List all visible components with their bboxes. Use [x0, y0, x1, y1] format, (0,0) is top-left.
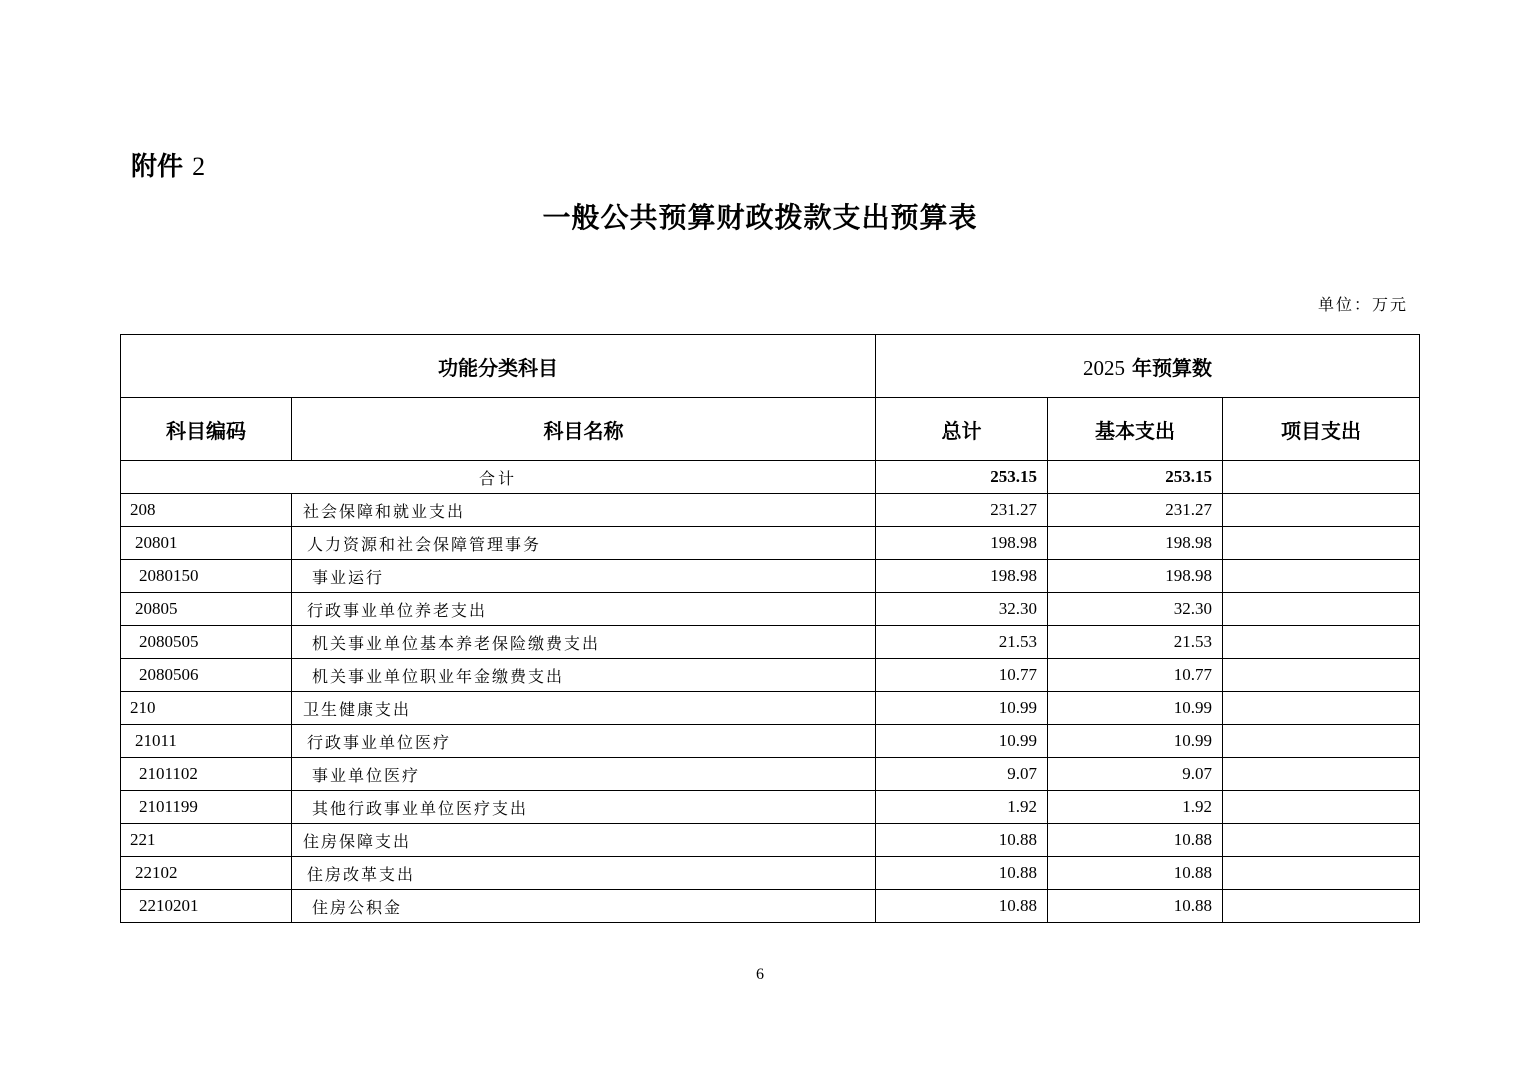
table-row	[121, 824, 1420, 857]
header-row-group	[121, 335, 1420, 398]
attachment-prefix: 附件	[131, 152, 184, 182]
table-row	[121, 692, 1420, 725]
row-total: 198.98	[876, 560, 1048, 593]
row-code: 2080506	[121, 659, 292, 692]
row-name: 住房改革支出	[292, 857, 876, 890]
row-basic: 21.53	[1048, 626, 1223, 659]
row-basic: 198.98	[1048, 527, 1223, 560]
row-project	[1223, 758, 1420, 791]
header-project: 项目支出	[1223, 398, 1420, 461]
row-name: 社会保障和就业支出	[292, 494, 876, 527]
total-project	[1223, 461, 1420, 494]
header-year: 2025	[1083, 355, 1126, 380]
row-name: 事业运行	[292, 560, 876, 593]
header-row-columns	[121, 398, 1420, 461]
row-name: 事业单位医疗	[292, 758, 876, 791]
row-name: 行政事业单位养老支出	[292, 593, 876, 626]
row-project	[1223, 560, 1420, 593]
table-row	[121, 890, 1420, 923]
row-code: 221	[121, 824, 292, 857]
row-total: 10.88	[876, 890, 1048, 923]
attachment-number: 2	[192, 152, 206, 181]
row-project	[1223, 824, 1420, 857]
table-row	[121, 494, 1420, 527]
table-row	[121, 560, 1420, 593]
row-total: 32.30	[876, 593, 1048, 626]
row-code: 21011	[121, 725, 292, 758]
row-code: 2101102	[121, 758, 292, 791]
row-total: 10.77	[876, 659, 1048, 692]
row-basic: 10.88	[1048, 857, 1223, 890]
row-total: 1.92	[876, 791, 1048, 824]
table-row	[121, 659, 1420, 692]
row-total: 10.88	[876, 824, 1048, 857]
row-basic: 10.77	[1048, 659, 1223, 692]
row-name: 机关事业单位职业年金缴费支出	[292, 659, 876, 692]
total-label: 合计	[121, 461, 876, 494]
row-name: 卫生健康支出	[292, 692, 876, 725]
total-total: 253.15	[876, 461, 1048, 494]
row-name: 其他行政事业单位医疗支出	[292, 791, 876, 824]
row-project	[1223, 494, 1420, 527]
row-project	[1223, 725, 1420, 758]
row-code: 210	[121, 692, 292, 725]
table-row	[121, 857, 1420, 890]
row-total: 10.88	[876, 857, 1048, 890]
table-row	[121, 758, 1420, 791]
row-basic: 10.88	[1048, 824, 1223, 857]
row-name: 机关事业单位基本养老保险缴费支出	[292, 626, 876, 659]
row-code: 20805	[121, 593, 292, 626]
row-code: 208	[121, 494, 292, 527]
total-row	[121, 461, 1420, 494]
header-year-label: 年预算数	[1132, 355, 1212, 380]
row-name: 住房公积金	[292, 890, 876, 923]
row-total: 21.53	[876, 626, 1048, 659]
row-project	[1223, 659, 1420, 692]
table-row	[121, 527, 1420, 560]
table-row	[121, 626, 1420, 659]
unit-label: 单位：万元	[1317, 295, 1408, 314]
header-name: 科目名称	[292, 398, 876, 461]
row-basic: 10.99	[1048, 725, 1223, 758]
row-total: 9.07	[876, 758, 1048, 791]
header-functional-classification: 功能分类科目	[121, 335, 876, 398]
header-total: 总计	[876, 398, 1048, 461]
header-budget-year	[876, 335, 1420, 398]
header-basic: 基本支出	[1048, 398, 1223, 461]
row-code: 20801	[121, 527, 292, 560]
table-row	[121, 725, 1420, 758]
row-total: 231.27	[876, 494, 1048, 527]
row-project	[1223, 692, 1420, 725]
row-code: 2210201	[121, 890, 292, 923]
row-project	[1223, 857, 1420, 890]
row-basic: 32.30	[1048, 593, 1223, 626]
row-code: 2080150	[121, 560, 292, 593]
row-name: 住房保障支出	[292, 824, 876, 857]
row-project	[1223, 626, 1420, 659]
row-total: 10.99	[876, 692, 1048, 725]
row-project	[1223, 890, 1420, 923]
row-basic: 10.99	[1048, 692, 1223, 725]
row-basic: 10.88	[1048, 890, 1223, 923]
row-basic: 198.98	[1048, 560, 1223, 593]
row-code: 22102	[121, 857, 292, 890]
total-basic: 253.15	[1048, 461, 1223, 494]
attachment-label	[131, 146, 205, 183]
row-name: 行政事业单位医疗	[292, 725, 876, 758]
row-project	[1223, 593, 1420, 626]
header-code: 科目编码	[121, 398, 292, 461]
row-total: 10.99	[876, 725, 1048, 758]
page-title: 一般公共预算财政拨款支出预算表	[542, 201, 978, 234]
table-row	[121, 593, 1420, 626]
table-row	[121, 791, 1420, 824]
row-project	[1223, 527, 1420, 560]
row-code: 2080505	[121, 626, 292, 659]
row-code: 2101199	[121, 791, 292, 824]
budget-table	[120, 334, 1420, 923]
row-project	[1223, 791, 1420, 824]
row-basic: 1.92	[1048, 791, 1223, 824]
row-basic: 9.07	[1048, 758, 1223, 791]
page-number: 6	[756, 966, 764, 983]
row-total: 198.98	[876, 527, 1048, 560]
row-basic: 231.27	[1048, 494, 1223, 527]
row-name: 人力资源和社会保障管理事务	[292, 527, 876, 560]
